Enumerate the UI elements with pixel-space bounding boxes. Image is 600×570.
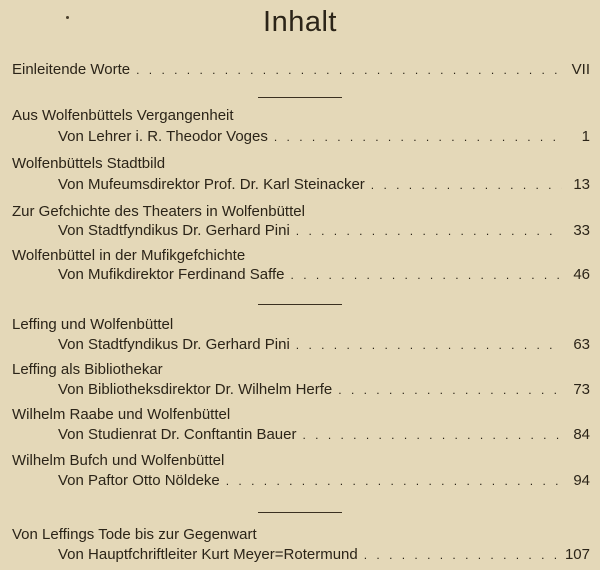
toc-entry-title: Wilhelm Raabe und Wolfenbüttel [12, 406, 231, 423]
toc-entry [58, 546, 590, 568]
leader-dots [296, 338, 562, 352]
toc-entry-page: 13 [573, 176, 590, 193]
toc-entry-author: Von Stadtfyndikus Dr. Gerhard Pini [58, 336, 290, 353]
leader-dots [296, 224, 562, 238]
toc-entry-author: Von Bibliotheksdirektor Dr. Wilhelm Herfe [58, 381, 333, 398]
toc-entry-title: Wolfenbüttels Stadtbild [12, 155, 166, 172]
toc-entry-title: Wilhelm Bufch und Wolfenbüttel [12, 452, 225, 469]
toc-entry-page: 1 [581, 128, 590, 145]
toc-entry [58, 222, 590, 244]
toc-entry [58, 472, 590, 494]
page-title: Inhalt [263, 6, 337, 38]
toc-entry-page: 63 [573, 336, 590, 353]
toc-entry-author: Von Mufikdirektor Ferdinand Saffe [58, 266, 285, 283]
section-divider [258, 512, 342, 513]
leader-dots [226, 474, 562, 488]
toc-entry [58, 266, 590, 288]
toc-entry-title: Aus Wolfenbüttels Vergangenheit [12, 107, 234, 124]
toc-entry-page: 46 [573, 266, 590, 283]
section-divider [258, 97, 342, 98]
toc-entry [58, 176, 590, 198]
toc-entry-page: 107 [564, 546, 590, 563]
toc-entry-page: 73 [573, 381, 590, 398]
toc-entry-author: Von Paftor Otto Nöldeke [58, 472, 220, 489]
leader-dots [291, 268, 562, 282]
toc-entry-author: Von Mufeumsdirektor Prof. Dr. Karl Steinacker [58, 176, 365, 193]
leader-dots [364, 548, 559, 562]
toc-entry-title: Von Leffings Tode bis zur Gegenwart [12, 526, 257, 543]
toc-entry-page: 33 [573, 222, 590, 239]
section-divider [258, 304, 342, 305]
leader-dots [371, 178, 562, 192]
toc-entry [58, 381, 590, 403]
toc-entry-author: Von Studienrat Dr. Conftantin Bauer [58, 426, 297, 443]
toc-entry-title: Leffing und Wolfenbüttel [12, 316, 174, 333]
toc-entry-title: Leffing als Bibliothekar [12, 361, 163, 378]
toc-intro [12, 61, 590, 83]
toc-intro-label: Einleitende Worte [12, 61, 131, 78]
toc-entry-page: 84 [573, 426, 590, 443]
toc-entry-title: Zur Gefchichte des Theaters in Wolfenbüttel [12, 203, 305, 220]
leader-dots [338, 383, 562, 397]
leader-dots [274, 130, 562, 144]
toc-entry-page: 94 [573, 472, 590, 489]
toc-entry-author: Von Lehrer i. R. Theodor Voges [58, 128, 268, 145]
toc-entry-author: Von Stadtfyndikus Dr. Gerhard Pini [58, 222, 290, 239]
toc-entry [58, 426, 590, 448]
toc-entry [58, 336, 590, 358]
toc-entry-author: Von Hauptfchriftleiter Kurt Meyer=Rotermund [58, 546, 358, 563]
toc-entry [58, 128, 590, 150]
toc-intro-page: VII [571, 61, 590, 78]
leader-dots [136, 63, 562, 77]
leader-dots [302, 428, 562, 442]
toc-entry-title: Wolfenbüttel in der Mufikgefchichte [12, 247, 246, 264]
